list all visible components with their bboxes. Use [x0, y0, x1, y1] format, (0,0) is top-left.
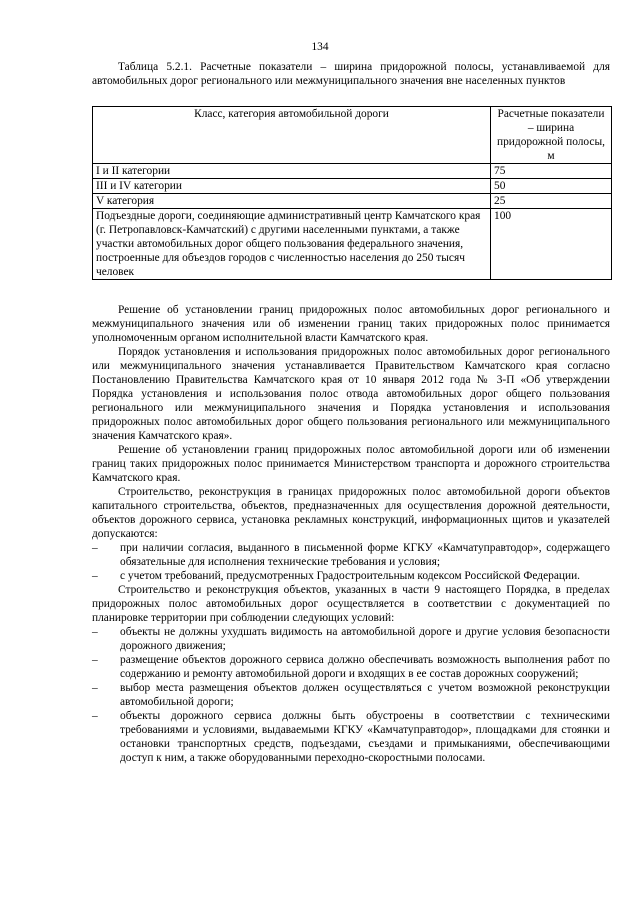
list-marker: – — [92, 654, 98, 666]
list-marker: – — [92, 570, 98, 582]
list-marker: – — [92, 626, 98, 638]
table-cell: 25 — [491, 194, 612, 209]
list-item — [92, 569, 610, 583]
list-item-text: объекты не должны ухудшать видимость на автомобильной дороге и другие условия безопасности дорожного движения; — [120, 626, 610, 652]
list-item-text: при наличии согласия, выданного в письменной форме КГКУ «Камчатуправтодор», содержащего обязательные для исполнения технические требования и условия; — [120, 542, 610, 568]
table-cell: III и IV категории — [93, 179, 491, 194]
list-marker: – — [92, 710, 98, 722]
paragraph: Решение об установлении границ придорожных полос автомобильной дороги или об изменении границ таких придорожных полос принимается Министерством транспорта и дорожного строительства Камчатского края. — [92, 444, 610, 484]
table-header-cell: Расчетные показатели – ширина придорожной полосы, м — [491, 107, 612, 164]
table-row — [93, 164, 612, 179]
parameters-table — [92, 106, 612, 280]
list-item — [92, 625, 610, 653]
paragraph: Строительство, реконструкция в границах придорожных полос автомобильной дороги объектов капитального строительства, объектов, предназначенных для осуществления дорожной деятельности, объектов дорожного сервиса, установка рекламных конструкций, информационных щитов и указателей допускаются: — [92, 486, 610, 540]
paragraph: Решение об установлении границ придорожных полос автомобильных дорог регионального и межмуниципального значения или об изменении границ таких придорожных полос принимается уполномоченным органом исполнительной власти Камчатского края. — [92, 304, 610, 344]
table-cell: Подъездные дороги, соединяющие административный центр Камчатского края (г. Петропавловск-Камчатский) с другими населенными пунктами, а также участки автомобильных дорог общего пользования федерального значения, построенные для объездов городов с численностью населения до 250 тысяч человек — [93, 209, 491, 280]
table-cell: I и II категории — [93, 164, 491, 179]
table-cell: 75 — [491, 164, 612, 179]
paragraph: Порядок установления и использования придорожных полос автомобильных дорог регионального или межмуниципального значения устанавливается Правительством Камчатского края согласно Постановлению Правительства Камчатского края от 10 января 2012 года № 3-П «Об утверждении Порядка установления и использования полос отвода автомобильных дорог общего пользования регионального или межмуниципального значения и Порядка установления и использования придорожных полос автомобильных дорог общего пользования регионального или межмуниципального значения Камчатского края». — [92, 346, 610, 442]
page-number: 134 — [311, 41, 329, 53]
list-item — [92, 709, 610, 765]
paragraph: Строительство и реконструкция объектов, указанных в части 9 настоящего Порядка, в пределах придорожных полос автомобильных дорог осуществляется в соответствии с документацией по планировке территории при соблюдении следующих условий: — [92, 584, 610, 624]
list-item-text: выбор места размещения объектов должен осуществляться с учетом возможной реконструкции автомобильной дороги; — [120, 682, 610, 708]
list-marker: – — [92, 682, 98, 694]
table-cell: 50 — [491, 179, 612, 194]
list-marker: – — [92, 542, 98, 554]
list-item-text: с учетом требований, предусмотренных Градостроительным кодексом Российской Федерации. — [120, 570, 581, 582]
table-header-row — [93, 107, 612, 164]
table-cell: V категория — [93, 194, 491, 209]
list-item-text: размещение объектов дорожного сервиса должно обеспечивать возможность выполнения работ по содержанию и ремонту автомобильной дороги и входящих в ее состав дорожных сооружений; — [120, 654, 610, 680]
list-item-text: объекты дорожного сервиса должны быть обустроены в соответствии с техническими требованиями и условиями, выдаваемыми КГКУ «Камчатуправтодор», площадками для стоянки и остановки транспортных средств, подъездами, съездами и примыканиями, обеспечивающими доступ к ним, а также оборудованными переходно-скоростными полосами. — [120, 710, 610, 764]
table-row — [93, 194, 612, 209]
table-row — [93, 209, 612, 280]
body-text — [92, 303, 610, 765]
table-header-cell: Класс, категория автомобильной дороги — [93, 107, 491, 164]
list-item — [92, 653, 610, 681]
list-item — [92, 681, 610, 709]
table-row — [93, 179, 612, 194]
list-item — [92, 541, 610, 569]
table-cell: 100 — [491, 209, 612, 280]
table-caption: Таблица 5.2.1. Расчетные показатели – ширина придорожной полосы, устанавливаемой для автомобильных дорог регионального или межмуниципального значения вне населенных пунктов — [92, 61, 610, 87]
